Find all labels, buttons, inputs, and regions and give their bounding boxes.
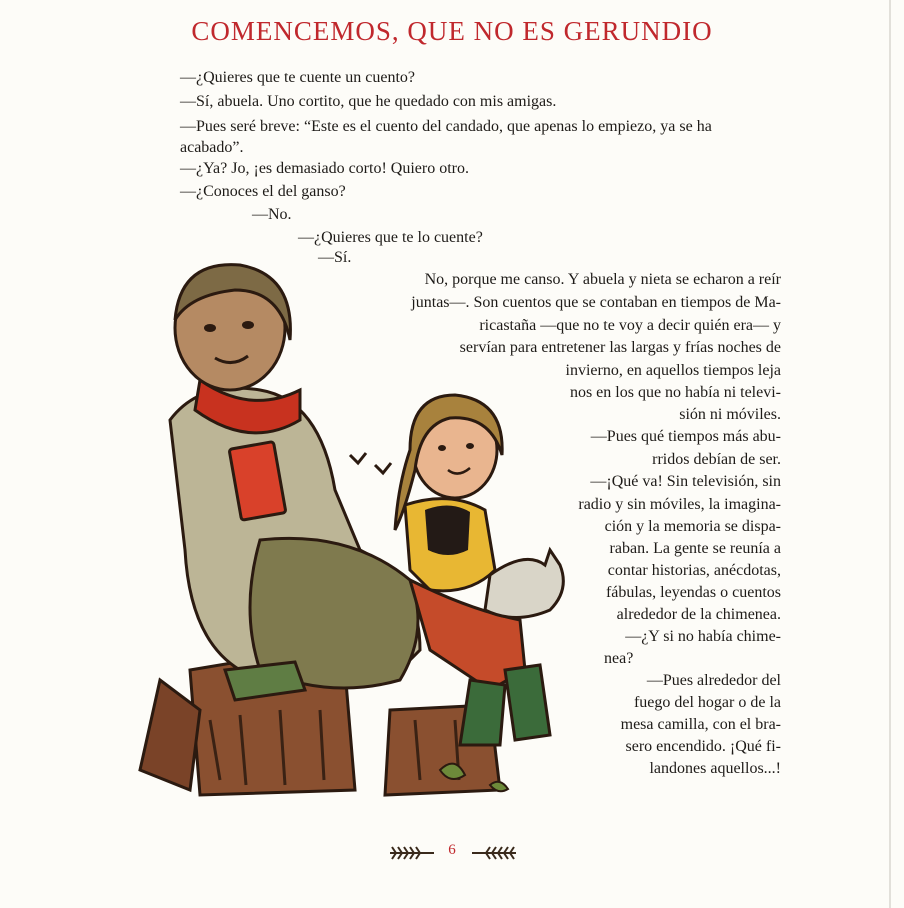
grandmother-granddaughter-illustration bbox=[130, 250, 610, 810]
text-line: —¿Quieres que te lo cuente? bbox=[298, 229, 483, 246]
text-line: No, porque me canso. Y abuela y nieta se echaron a reír bbox=[424, 271, 781, 288]
text-line: nea? bbox=[604, 650, 634, 667]
text-line: ción y la memoria se dispa- bbox=[604, 518, 781, 535]
text-line: sero encendido. ¡Qué fi- bbox=[625, 738, 781, 755]
text-line: —¿Quieres que te cuente un cuento? bbox=[180, 69, 416, 86]
text-line: raban. La gente se reunía a bbox=[609, 540, 781, 557]
text-line: mesa camilla, con el bra- bbox=[620, 716, 781, 733]
text-line: alrededor de la chimenea. bbox=[616, 606, 781, 623]
chapter-title: COMENCEMOS, QUE NO ES GERUNDIO bbox=[191, 16, 713, 46]
page-footer bbox=[0, 840, 904, 864]
text-line: acabado”. bbox=[180, 139, 244, 156]
text-line: juntas—. Son cuentos que se contaban en tiempos de Ma- bbox=[411, 294, 781, 311]
text-line: sión ni móviles. bbox=[679, 406, 781, 423]
text-line: rridos debían de ser. bbox=[652, 451, 781, 468]
text-line: invierno, en aquellos tiempos leja bbox=[565, 362, 781, 379]
text-line: —¿Y si no había chime- bbox=[625, 628, 781, 645]
text-line: —Pues seré breve: “Este es el cuento del candado, que apenas lo empiezo, ya se ha bbox=[180, 118, 712, 135]
page-number: 6 bbox=[448, 842, 456, 858]
text-line: —Pues alrededor del bbox=[646, 672, 781, 689]
text-line: —No. bbox=[252, 206, 292, 223]
sprig-left-icon bbox=[388, 844, 436, 862]
page-edge bbox=[889, 0, 891, 908]
sprig-right-icon bbox=[470, 844, 518, 862]
text-line: ricastaña —que no te voy a decir quién era— y bbox=[479, 317, 781, 334]
text-line: fuego del hogar o de la bbox=[633, 694, 781, 711]
text-line: —¡Qué va! Sin televisión, sin bbox=[590, 473, 781, 490]
text-line: —Pues qué tiempos más abu- bbox=[590, 428, 781, 445]
text-line: fábulas, leyendas o cuentos bbox=[605, 584, 781, 601]
text-line: —Sí, abuela. Uno cortito, que he quedado con mis amigas. bbox=[180, 93, 557, 110]
text-line: contar historias, anécdotas, bbox=[607, 562, 781, 579]
text-line: radio y sin móviles, la imagina- bbox=[578, 496, 781, 513]
text-line: —Sí. bbox=[318, 249, 352, 266]
text-line: —¿Conoces el del ganso? bbox=[180, 183, 346, 200]
text-line: landones aquellos...! bbox=[649, 760, 781, 777]
text-line: —¿Ya? Jo, ¡es demasiado corto! Quiero otro. bbox=[180, 160, 469, 177]
text-line: nos en los que no había ni televi- bbox=[569, 384, 781, 401]
text-line: servían para entretener las largas y frías noches de bbox=[459, 339, 781, 356]
